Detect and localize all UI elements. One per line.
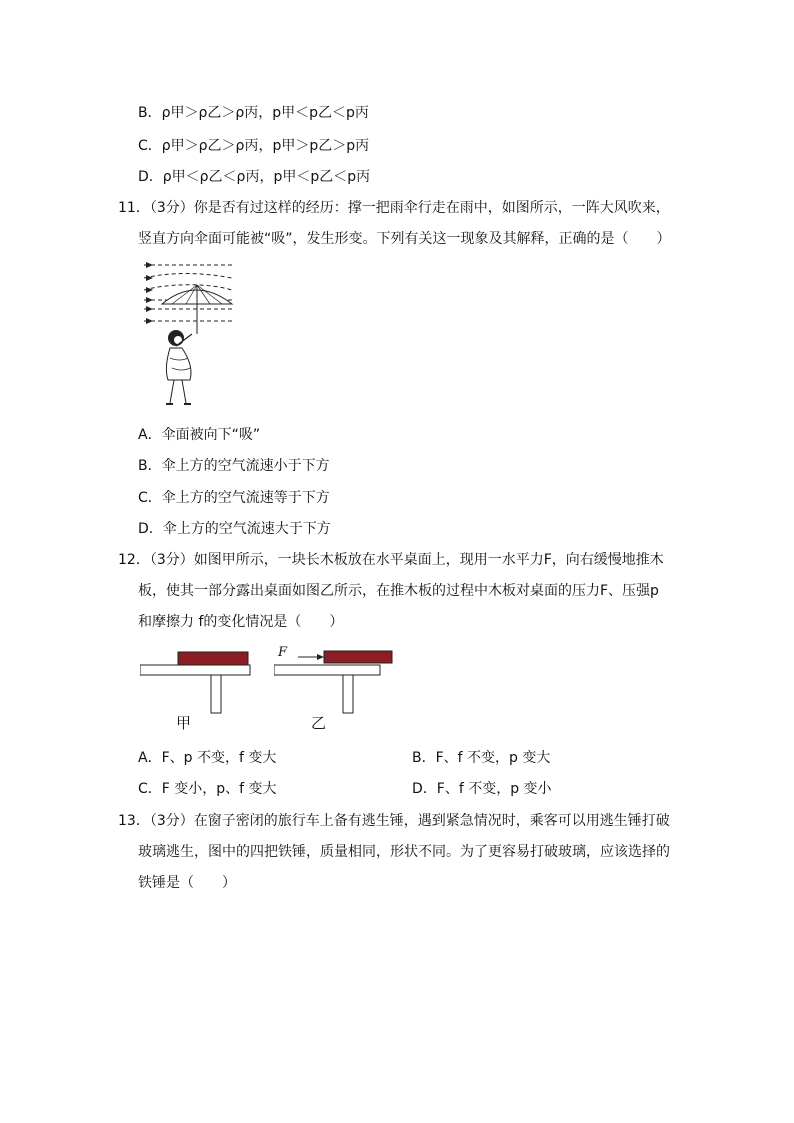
q11-option-d: D．伞上方的空气流速大于下方: [138, 521, 331, 537]
board-table-figure-left: [140, 650, 252, 716]
q11-option-c: C．伞上方的空气流速等于下方: [138, 490, 330, 506]
q12-option-d: D．F、f 不变，p 变小: [412, 781, 552, 797]
q11-stem-line1: 11．（3分）你是否有过这样的经历：撑一把雨伞行走在雨中，如图所示，一阵大风吹来，: [118, 200, 670, 216]
q12-option-b: B．F、f 不变，p 变大: [412, 750, 551, 766]
q13-stem-line1: 13．（3分）在窗子密闭的旅行车上备有逃生锤，遇到紧急情况时，乘客可以用逃生锤打破: [118, 813, 670, 829]
umbrella-wind-figure: [140, 258, 240, 413]
q12-option-a: A．F、p 不变，f 变大: [138, 750, 277, 766]
q13-stem-line2: 玻璃逃生，图中的四把铁锤，质量相同，形状不同。为了更容易打破玻璃，应该选择的: [138, 844, 670, 860]
figure-label-jia: 甲: [176, 714, 192, 732]
q10-option-b: B．ρ甲＞ρ乙＞ρ丙，p甲＜p乙＜p丙: [138, 105, 369, 121]
q11-option-a: A．伞面被向下“吸”: [138, 427, 261, 443]
figure-label-yi: 乙: [311, 714, 327, 732]
q12-option-c: C．F 变小，p、f 变大: [138, 781, 277, 797]
q11-stem-line2: 竖直方向伞面可能被“吸”，发生形变。下列有关这一现象及其解释，正确的是（ ）: [138, 231, 671, 247]
q13-stem-line3: 铁锤是（ ）: [138, 875, 236, 891]
q10-option-c: C．ρ甲＞ρ乙＞ρ丙，p甲＞p乙＞p丙: [138, 138, 370, 154]
q12-stem-line3: 和摩擦力 f的变化情况是（ ）: [138, 614, 344, 630]
board-table-figure-right: [274, 648, 396, 716]
q12-stem-line2: 板，使其一部分露出桌面如图乙所示，在推木板的过程中木板对桌面的压力F、压强p: [138, 583, 659, 599]
q12-stem-line1: 12．（3分）如图甲所示，一块长木板放在水平桌面上，现用一水平力F，向右缓慢地推木: [118, 552, 664, 568]
q10-option-d: D．ρ甲＜ρ乙＜ρ丙，p甲＜p乙＜p丙: [138, 169, 371, 185]
force-label: F: [278, 645, 288, 660]
q11-option-b: B．伞上方的空气流速小于下方: [138, 458, 330, 474]
